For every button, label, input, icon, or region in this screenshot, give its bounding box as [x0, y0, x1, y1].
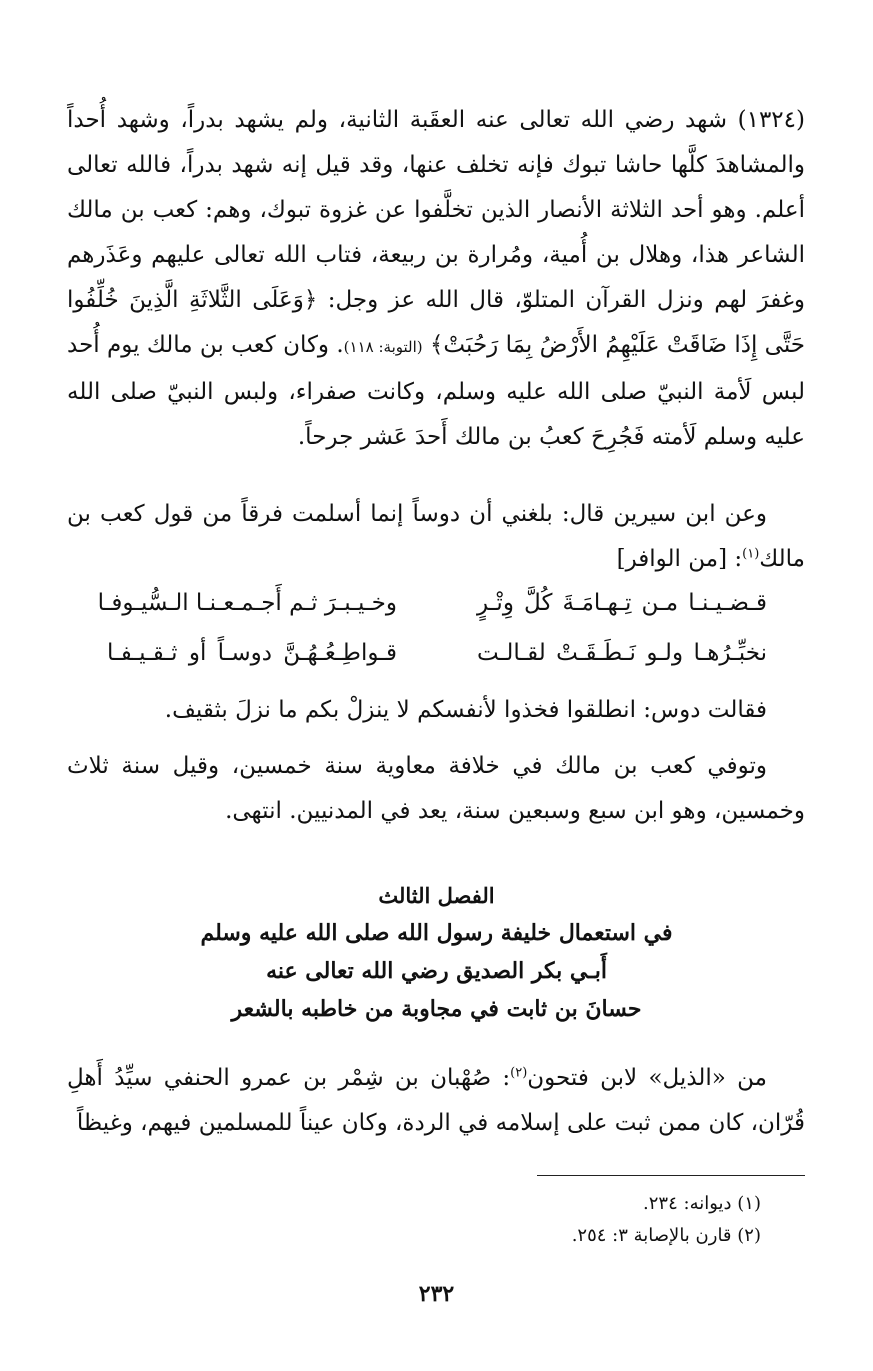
poem	[97, 578, 767, 678]
verse-second-hemistich: قـواطِـعُـهُـنَّ دوسـاً أو ثـقـيـفـا	[107, 640, 397, 666]
footnotes	[261, 1188, 761, 1252]
paragraph-text: من «الذيل» لابن فتحون	[527, 1065, 767, 1091]
verse-first-hemistich: نخبِّـرُهـا ولـو نَـطَـقَـتْ لقـالـت	[477, 640, 767, 666]
chapter-subtitle-line: في استعمال خليفة رسول الله صلى الله عليه وسلم	[200, 920, 673, 946]
paragraph-ibn-sirin	[67, 492, 805, 582]
paragraph-text: . وكان كعب بن مالك يوم أُحد لبس لَأمة النبيّ صلى الله عليه وسلم، وكانت صفراء، ولبس النبيّ صلى الله عليه وسلم لَأمته فَجُرِحَ كعبُ بن مالك أَحدَ عَشر جرحاً.	[67, 332, 805, 450]
footnote-marker-1: (١)	[742, 546, 760, 562]
footnote-item: (٢) قارن بالإصابة ٣: ٢٥٤.	[571, 1225, 761, 1246]
paragraph-text: (١٣٢٤) شهد رضي الله تعالى عنه العقَبة الثانية، ولم يشهد بدراً، وشهد أُحداً والمشاهدَ كلَّها حاشا تبوك فإنه تخلف عنها، وقد قيل إنه شهد بدراً، فالله تعالى أعلم. وهو أحد الثلاثة الأنصار الذين تخلَّفوا عن غزوة تبوك، وهم: كعب بن مالك الشاعر هذا، وهلال بن أُمية، ومُرارة بن ربيعة، فتاب الله تعالى عليهم وعَذَرهم وغفرَ لهم ونزل القرآن المتلوّ، قال الله عز وجل:	[67, 107, 806, 313]
quran-verse: ﴿وَعَلَى الثَّلاثَةِ الَّذِينَ خُلِّفُوا حَتَّى إِذَا ضَاقَتْ عَلَيْهِمُ الأَرْضُ بِمَا رَحُبَتْ﴾	[67, 287, 805, 358]
paragraph-text: : صُهْبان بن شِمْر بن عمرو الحنفي سيِّدُ أَهلِ قُرّان، كان ممن ثبت على إسلامه في الردة، وكان عيناً للمسلمين فيهم، وغيظاً	[67, 1065, 805, 1136]
footnote-marker-2: (٢)	[510, 1065, 528, 1081]
paragraph-kaab-biography	[67, 98, 805, 460]
verse-first-hemistich: قـضـيـنـا مـن تِـهـامَـةَ كُلَّ وِتْـرٍ	[477, 590, 767, 616]
footnote-item: (١) ديوانه: ٢٣٤.	[643, 1193, 761, 1214]
chapter-title: الفصل الثالث	[378, 883, 495, 908]
quran-reference: (التوبة: ١١٨)	[343, 338, 423, 356]
paragraph-text: وعن ابن سيرين قال: بلغني أن دوساً إنما أسلمت فرقاً من قول كعب بن مالك	[67, 501, 805, 572]
paragraph-text: : [من الوافر]	[616, 546, 743, 572]
page-number: ٢٣٢	[418, 1281, 455, 1307]
paragraph-suhban	[67, 1056, 805, 1146]
chapter-subtitle-line: حسانَ بن ثابت في مجاوبة من خاطبه بالشعر	[231, 996, 642, 1022]
chapter-subtitle-line: أَبـي بكر الصديق رضي الله تعالى عنه	[266, 958, 607, 984]
paragraph-kaab-death: وتوفي كعب بن مالك في خلافة معاوية سنة خمسين، وقيل سنة ثلاث وخمسين، وهو ابن سبع وسبعين سنة، يعد في المدنيين. انتهى.	[67, 753, 805, 824]
poem-verse	[107, 628, 767, 678]
verse-second-hemistich: وخـيـبـرَ ثـم أَجـمـعـنـا الـسُّيـوفـا	[97, 590, 397, 616]
footnote-divider	[537, 1175, 805, 1176]
paragraph-daws-reply: فقالت دوس: انطلقوا فخذوا لأنفسكم لا ينزلْ بكم ما نزلَ بثقيف.	[164, 697, 767, 723]
poem-verse	[97, 578, 767, 628]
chapter-heading	[0, 878, 873, 1028]
